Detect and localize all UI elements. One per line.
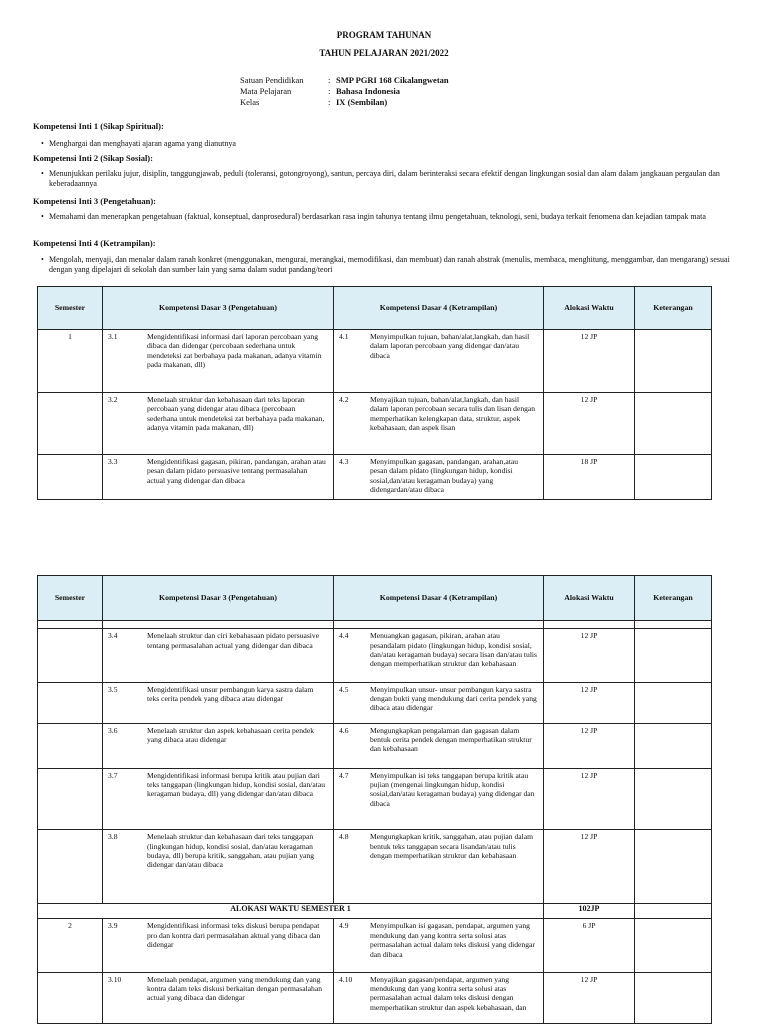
semester-value — [38, 973, 102, 975]
kd4-cell — [334, 682, 544, 723]
alokasi-value: 6 JP — [582, 921, 596, 931]
summary-value: 102JP — [544, 903, 635, 918]
semester-cell — [38, 330, 103, 393]
meta-colon: : — [328, 86, 331, 96]
col-alokasi: Alokasi Waktu — [544, 287, 635, 330]
document-subtitle: TAHUN PELAJARAN 2021/2022 — [319, 48, 449, 58]
keterangan-cell — [635, 455, 712, 500]
alokasi-cell — [544, 682, 635, 723]
meta-key: Mata Pelajaran — [240, 86, 292, 96]
alokasi-cell — [544, 768, 635, 830]
kd3-wrap — [103, 455, 333, 499]
kd3-text: Menelaah struktur dan aspek kebahasaan cerita pendek yang dibaca atau didengar — [147, 725, 314, 744]
kd3-number: 3.10 — [108, 974, 122, 984]
kd4-text: Menyimpulkan isi gagasan, pendapat, argumen yang mendukung dan yang kontra serta solusi atas permasalahan actual dalam teks diskusi yang didengar dan dibaca — [370, 921, 535, 959]
kd3-number: 3.6 — [108, 725, 118, 735]
alokasi-cell — [544, 629, 635, 682]
kd4-cell — [334, 330, 544, 393]
kd3-text: Mengidentifikasi unsur pembangun karya sastra dalam teks cerita pendek yang dibaca atau didengar — [147, 684, 314, 703]
kd4-text: Mengungkapkan kritik, sanggahan, atau pujian dalam bentuk teks tanggapan secara lisandan/atau tulis dengan memperhatikan struktur dan kebahasaan — [370, 832, 534, 860]
kd3-text: Menelaah struktur dan kebahasaan dari teks tanggapan (lingkungan hidup, kondisi sosial, dan/atau keragaman budaya, dll) berupa kritik, sanggahan, atau pujian yang didengar dan/atau dibaca — [147, 832, 315, 870]
kd4-number: 4.1 — [339, 332, 349, 341]
semester-cell — [38, 768, 103, 830]
meta-value: IX (Sembilan) — [336, 97, 388, 107]
summary-empty — [635, 903, 712, 918]
ki-heading: Kompetensi Inti 4 (Ketrampilan): — [33, 238, 156, 248]
kd4-cell — [334, 830, 544, 904]
semester-value — [38, 724, 102, 726]
kd3-cell — [103, 919, 334, 972]
table-row — [38, 830, 712, 904]
kd3-cell — [103, 629, 334, 682]
kd3-text: Menelaah struktur dan ciri kebahasaan pidato persuasive tentang permasalahan actual yang didengar dan dibaca — [147, 631, 320, 650]
col-kd3: Kompetensi Dasar 3 (Pengetahuan) — [103, 287, 334, 330]
col-kd4: Kompetensi Dasar 4 (Ketrampilan) — [334, 287, 544, 330]
semester-value — [38, 769, 102, 771]
semester-cell — [38, 682, 103, 723]
kd4-cell — [334, 919, 544, 972]
keterangan-cell — [635, 682, 712, 723]
kd3-number: 3.4 — [108, 631, 118, 641]
kd3-text: Menelaah struktur dan kebahasaan dari teks laporan percobaan yang didengar atau dibaca (percobaan sederhana untuk mendeteksi zat berbahaya pada makanan, adanya vitamin pada makanan, dll) — [147, 395, 325, 433]
kd4-number: 4.9 — [339, 921, 349, 931]
alokasi-value: 18 JP — [580, 457, 598, 466]
document-title: PROGRAM TAHUNAN — [336, 30, 432, 40]
kd4-wrap — [334, 629, 543, 681]
table-row — [38, 330, 712, 393]
meta-value: SMP PGRI 168 Cikalangwetan — [336, 75, 449, 85]
semester-cell — [38, 919, 103, 972]
alokasi-value: 12 JP — [580, 770, 598, 780]
kd3-number: 3.8 — [108, 832, 118, 842]
kd4-wrap — [334, 455, 543, 499]
kd4-wrap — [334, 830, 543, 903]
meta-colon: : — [328, 75, 331, 85]
spacer-cell — [38, 621, 103, 629]
kd4-wrap — [334, 330, 543, 392]
keterangan-cell — [635, 919, 712, 972]
kd3-wrap — [103, 830, 333, 903]
alokasi-cell — [544, 455, 635, 500]
col-kd3: Kompetensi Dasar 3 (Pengetahuan) — [103, 576, 334, 621]
kd4-text: Mengungkapkan pengalaman dan gagasan dalam bentuk cerita pendek dengan memperhatikan struktur dan kebahasaan — [370, 725, 532, 754]
kd4-cell — [334, 723, 544, 768]
kd4-wrap — [334, 919, 543, 971]
ki-heading: Kompetensi Inti 1 (Sikap Spiritual): — [33, 121, 164, 131]
kd3-wrap — [103, 919, 333, 971]
kd3-number: 3.9 — [108, 921, 118, 931]
ki-item: • Memahami dan menerapkan pengetahuan (faktual, konseptual, danprosedural) berdasarkan rasa ingin tahunya tentang ilmu pengetahuan, teknologi, seni, budaya terkait fenomena dan kejadian tampak mata — [49, 212, 739, 222]
kd4-number: 4.8 — [339, 832, 349, 842]
kd3-cell — [103, 330, 334, 393]
alokasi-cell — [544, 723, 635, 768]
spacer-row — [38, 621, 712, 629]
semester-value — [38, 455, 102, 457]
kd3-text: Menelaah pendapat, argumen yang mendukung dan yang kontra dalam teks diskusi berkaitan dengan permasalahan actual yang dibaca dan didengar — [147, 974, 323, 1003]
alokasi-value: 12 JP — [580, 395, 598, 404]
kd4-text: Menuangkan gagasan, pikiran, arahan atau pesandalam pidato (lingkungan hidup, kondisi sosial, dan/atau keragaman budaya) secara lisan dan/atau tulis dengan memperhatikan struktur dan kebahasaan — [370, 631, 537, 669]
keterangan-cell — [635, 330, 712, 393]
kd4-number: 4.4 — [339, 631, 349, 641]
col-alokasi: Alokasi Waktu — [544, 576, 635, 621]
kd3-number: 3.7 — [108, 770, 118, 780]
alokasi-cell — [544, 393, 635, 455]
kd3-wrap — [103, 769, 333, 830]
kd4-cell — [334, 393, 544, 455]
kd4-cell — [334, 768, 544, 830]
kd3-number: 3.3 — [108, 457, 118, 466]
summary-row — [38, 903, 712, 918]
kd4-text: Menyimpulkan isi teks tanggapan berupa kritik atau pujian (mengenai lingkungan hidup, kondisi sosial,dan/atau keragaman budaya) yang didengar dan dibaca — [370, 770, 535, 808]
kd4-wrap — [334, 769, 543, 830]
table-row — [38, 455, 712, 500]
kd3-text: Mengidentifikasi informasi berupa kritik atau pujian dari teks tanggapan (lingkungan hidup, kondisi sosial, dan/atau keragaman budaya, dll) yang didengar dan/atau dibaca — [147, 770, 326, 799]
semester-value — [38, 629, 102, 631]
kd3-cell — [103, 830, 334, 904]
semester-value: 2 — [68, 921, 72, 931]
semester-cell — [38, 393, 103, 455]
kd-table-1 — [37, 286, 712, 500]
semester-value — [38, 830, 102, 832]
alokasi-cell — [544, 919, 635, 972]
kd3-cell — [103, 455, 334, 500]
table-row — [38, 723, 712, 768]
meta-key: Satuan Pendidikan — [240, 75, 304, 85]
semester-cell — [38, 455, 103, 500]
kd3-wrap — [103, 973, 333, 1023]
table-row — [38, 393, 712, 455]
kd4-number: 4.3 — [339, 457, 349, 466]
table-row — [38, 682, 712, 723]
table-row — [38, 768, 712, 830]
table-row — [38, 629, 712, 682]
kd3-text: Mengidentifikasi informasi teks diskusi berupa pendapat pro dan kontra dari permasalahan aktual yang dibaca dan didengar — [147, 921, 321, 950]
keterangan-cell — [635, 393, 712, 455]
kd3-cell — [103, 682, 334, 723]
kd3-wrap — [103, 330, 333, 392]
ki-item: • Menghargai dan menghayati ajaran agama yang dianutnya — [49, 139, 739, 149]
kd4-cell — [334, 629, 544, 682]
alokasi-cell — [544, 330, 635, 393]
alokasi-value: 12 JP — [580, 684, 598, 694]
kd4-cell — [334, 455, 544, 500]
kd4-text: Menyajikan gagasan/pendapat, argumen yang mendukung dan yang kontra serta solusi atas permasalahan actual dalam teks diskusi dengan memperhatikan struktur dan aspek kebahasaan, dan — [370, 974, 527, 1012]
kd4-text: Menyimpulkan unsur- unsur pembangun karya sastra dengan bukti yang mendukung dari cerita pendek yang dibaca atau didengar — [370, 684, 537, 713]
meta-key: Kelas — [240, 97, 260, 107]
semester-cell — [38, 972, 103, 1023]
spacer-cell — [544, 621, 635, 629]
ki-item: • Mengolah, menyaji, dan menalar dalam ranah konkret (menggunakan, mengurai, merangkai, memodifikasi, dan membuat) dan ranah abstrak (menulis, membaca, menghitung, menggambar, dan mengarang) sesuai dengan yang dipelajari di sekolah dan sumber lain yang sama dalam sudut pandang/teori — [49, 255, 739, 275]
kd4-wrap — [334, 683, 543, 723]
kd3-number: 3.5 — [108, 684, 118, 694]
kd4-wrap — [334, 724, 543, 768]
kd3-text: Mengidentifikasi gagasan, pikiran, pandangan, arahan atau pesan dalam pidato persuasive tentang permasalahan actual yang didengar dan dibaca — [147, 457, 326, 485]
kd4-wrap — [334, 973, 543, 1023]
alokasi-value: 12 JP — [580, 332, 598, 341]
kd4-number: 4.10 — [339, 974, 353, 984]
kd3-wrap — [103, 629, 333, 681]
kd3-wrap — [103, 724, 333, 768]
alokasi-value: 12 JP — [580, 631, 598, 641]
ki-heading: Kompetensi Inti 3 (Pengetahuan): — [33, 196, 157, 206]
kd4-text: Menyimpulkan gagasan, pandangan, arahan,atau pesan dalam pidato (lingkungan hidup, kondisi sosial,dan/atau keragaman budaya) yang didengardan/atau dibaca — [370, 457, 519, 495]
ki-item: • Menunjukkan perilaku jujur, disiplin, tanggungjawab, peduli (toleransi, gotongroyong), santun, percaya diri, dalam berinteraksi secara efektif dengan lingkungan sosial dan alam dalam jangkauan pergaulan dan keberadaannya — [49, 169, 739, 189]
semester-cell — [38, 629, 103, 682]
kd3-wrap — [103, 393, 333, 454]
semester-value — [38, 393, 102, 395]
alokasi-value: 12 JP — [580, 974, 598, 984]
meta-colon: : — [328, 97, 331, 107]
keterangan-cell — [635, 972, 712, 1023]
kd4-text: Menyimpulkan tujuan, bahan/alat,langkah, dan hasil dalam laporan percobaan yang didengar dan/atau dibaca — [370, 332, 530, 360]
keterangan-cell — [635, 768, 712, 830]
spacer-cell — [334, 621, 544, 629]
kd3-number: 3.1 — [108, 332, 118, 341]
table-row — [38, 972, 712, 1023]
kd3-text: Mengidentifikasi informasi dari laporan percobaan yang dibaca dan didengar (percobaan sederhana untuk mendeteksi zat berbahaya pada makanan, adanya vitamin pada makanan, dll) — [147, 332, 322, 370]
alokasi-cell — [544, 972, 635, 1023]
kd4-text: Menyajikan tujuan, bahan/alat,langkah, dan hasil dalam laporan percobaan secara tulis dan lisan dengan memperhatikan kelengkapan data, struktur, aspek kebahasaan, dan aspek lisan — [370, 395, 536, 433]
spacer-cell — [635, 621, 712, 629]
semester-value: 1 — [68, 332, 72, 341]
kd3-cell — [103, 768, 334, 830]
alokasi-cell — [544, 830, 635, 904]
keterangan-cell — [635, 723, 712, 768]
keterangan-cell — [635, 830, 712, 904]
meta-value: Bahasa Indonesia — [336, 86, 401, 96]
ki-heading: Kompetensi Inti 2 (Sikap Sosial): — [33, 153, 153, 163]
kd3-cell — [103, 723, 334, 768]
kd3-number: 3.2 — [108, 395, 118, 404]
kd3-cell — [103, 972, 334, 1023]
kd4-number: 4.7 — [339, 770, 349, 780]
table-row — [38, 919, 712, 972]
kd4-number: 4.2 — [339, 395, 349, 404]
semester-cell — [38, 723, 103, 768]
spacer-cell — [103, 621, 334, 629]
kd-table-2 — [37, 575, 712, 1024]
alokasi-value: 12 JP — [580, 725, 598, 735]
col-semester: Semester — [38, 576, 103, 621]
keterangan-cell — [635, 629, 712, 682]
kd4-wrap — [334, 393, 543, 454]
col-kd4: Kompetensi Dasar 4 (Ketrampilan) — [334, 576, 544, 621]
semester-value — [38, 683, 102, 685]
kd4-number: 4.6 — [339, 725, 349, 735]
semester-cell — [38, 830, 103, 904]
col-semester: Semester — [38, 287, 103, 330]
alokasi-value: 12 JP — [580, 832, 598, 842]
col-keterangan: Keterangan — [635, 576, 712, 621]
kd3-cell — [103, 393, 334, 455]
summary-label: ALOKASI WAKTU SEMESTER 1 — [38, 903, 544, 918]
col-keterangan: Keterangan — [635, 287, 712, 330]
kd4-number: 4.5 — [339, 684, 349, 694]
kd4-cell — [334, 972, 544, 1023]
kd3-wrap — [103, 683, 333, 723]
